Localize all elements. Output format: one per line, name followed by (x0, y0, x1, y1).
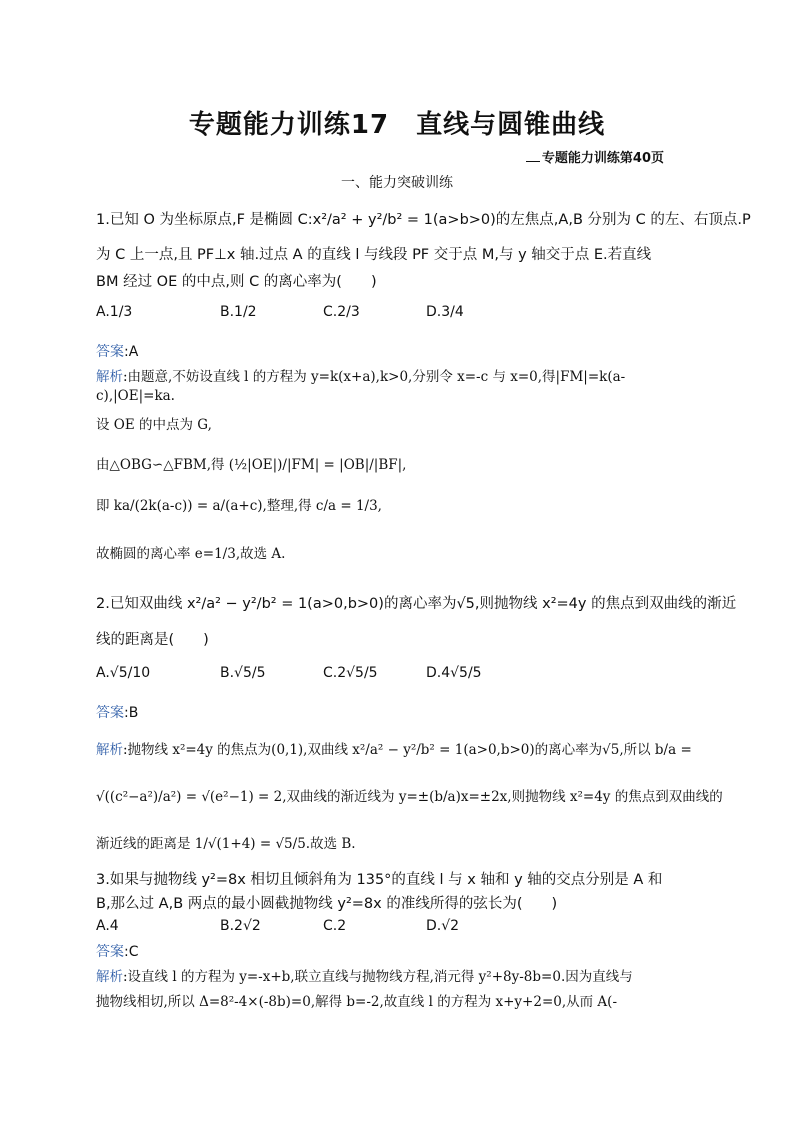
question-1-line-2: 为 C 上一点,且 PF⊥x 轴.过点 A 的直线 l 与线段 PF 交于点 M,与 y 轴交于点 E.若直线 (96, 247, 652, 263)
question-1-option-a: A.1/3 (96, 304, 133, 320)
question-3-answer: 答案:C (96, 944, 139, 960)
answer-label: 答案 (96, 705, 124, 721)
question-3-line-2: B,那么过 A,B 两点的最小圆截抛物线 y²=8x 的准线所得的弦长为( ) (96, 896, 558, 912)
question-2-option-b: B.√5/5 (220, 665, 266, 681)
question-2-answer: 答案:B (96, 705, 139, 721)
question-1-option-c: C.2/3 (323, 304, 360, 320)
question-1-line-3: BM 经过 OE 的中点,则 C 的离心率为( ) (96, 274, 377, 290)
question-3-analysis-2: 抛物线相切,所以 Δ=8²-4×(-8b)=0,解得 b=-2,故直线 l 的方程为 x+y+2=0,从而 A(- (96, 994, 618, 1010)
answer-label: 答案 (96, 344, 124, 360)
question-1-option-b: B.1/2 (220, 304, 257, 320)
question-2-line-2: 线的距离是( ) (96, 632, 209, 648)
page-title: 专题能力训练17 直线与圆锥曲线 (188, 110, 606, 140)
question-3-option-c: C.2 (323, 918, 347, 934)
question-2-analysis-2: √((c²−a²)/a²) = √(e²−1) = 2,双曲线的渐近线为 y=±(b/a)x=±2x,则抛物线 x²=4y 的焦点到双曲线的 (96, 789, 723, 805)
question-1-analysis-3: 设 OE 的中点为 G, (96, 417, 212, 433)
page-reference: 专题能力训练第40页 (526, 147, 664, 166)
analysis-label: 解析 (96, 369, 123, 385)
question-1-analysis-6: 故椭圆的离心率 e=1/3,故选 A. (96, 546, 286, 562)
question-1-analysis-4: 由△OBG∽△FBM,得 (½|OE|)/|FM| = |OB|/|BF|, (96, 457, 407, 473)
question-2-analysis-1: 解析:抛物线 x²=4y 的焦点为(0,1),双曲线 x²/a² − y²/b² = 1(a>0,b>0)的离心率为√5,所以 b/a = (96, 742, 692, 758)
question-3-analysis-1: 解析:设直线 l 的方程为 y=-x+b,联立直线与抛物线方程,消元得 y²+8y-8b=0.因为直线与 (96, 969, 633, 985)
question-3-option-d: D.√2 (426, 918, 460, 934)
question-2-option-d: D.4√5/5 (426, 665, 482, 681)
question-2-option-c: C.2√5/5 (323, 665, 378, 681)
question-1-analysis-1: 解析:由题意,不妨设直线 l 的方程为 y=k(x+a),k>0,分别令 x=-c 与 x=0,得|FM|=k(a- (96, 369, 626, 385)
section-heading: 一、能力突破训练 (341, 175, 453, 191)
question-2-option-a: A.√5/10 (96, 665, 151, 681)
analysis-label: 解析 (96, 742, 123, 758)
question-3-option-a: A.4 (96, 918, 119, 934)
question-1-analysis-2: c),|OE|=ka. (96, 388, 175, 404)
question-1-line-1: 1.已知 O 为坐标原点,F 是椭圆 C:x²/a² + y²/b² = 1(a>b>0)的左焦点,A,B 分别为 C 的左、右顶点.P (96, 212, 751, 228)
question-3-line-1: 3.如果与抛物线 y²=8x 相切且倾斜角为 135°的直线 l 与 x 轴和 y 轴的交点分别是 A 和 (96, 872, 663, 888)
answer-label: 答案 (96, 944, 124, 960)
question-2-line-1: 2.已知双曲线 x²/a² − y²/b² = 1(a>0,b>0)的离心率为√5,则抛物线 x²=4y 的焦点到双曲线的渐近 (96, 596, 737, 612)
question-3-option-b: B.2√2 (220, 918, 261, 934)
question-1-answer: 答案:A (96, 344, 139, 360)
question-1-option-d: D.3/4 (426, 304, 464, 320)
question-1-analysis-5: 即 ka/(2k(a-c)) = a/(a+c),整理,得 c/a = 1/3, (96, 498, 382, 514)
question-2-analysis-3: 渐近线的距离是 1/√(1+4) = √5/5.故选 B. (96, 836, 356, 852)
analysis-label: 解析 (96, 969, 123, 985)
